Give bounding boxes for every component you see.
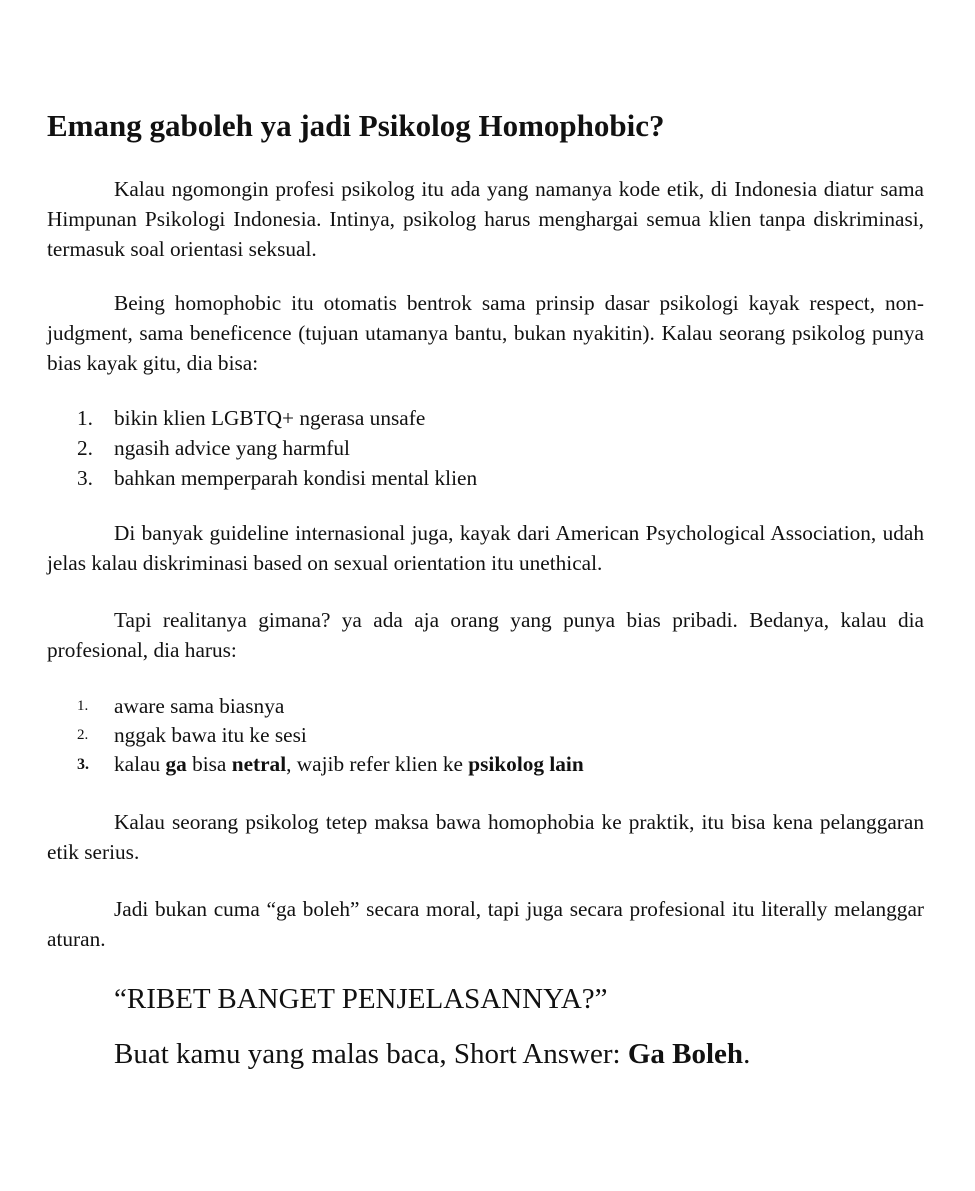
list-item-text: bahkan memperparah kondisi mental klien <box>114 466 478 490</box>
paragraph-kode-etik: Kalau ngomongin profesi psikolog itu ada yang namanya kode etik, di Indonesia diatur sama Himpunan Psikologi Indonesia. Intinya, psikolog harus menghargai semua klien tanpa diskriminasi, termasuk soal orientasi seksual. <box>47 177 924 261</box>
list-item <box>47 692 924 721</box>
list-item <box>47 721 924 750</box>
closing-answer <box>114 1036 750 1072</box>
bold-psikolog-lain: psikolog lain <box>468 752 584 776</box>
answer-bold: Ga Boleh <box>627 1038 744 1070</box>
list-item <box>47 463 924 493</box>
list-item-text <box>114 752 584 776</box>
paragraph-pelanggaran-etik: Kalau seorang psikolog tetep maksa bawa homophobia ke praktik, itu bisa kena pelanggaran etik serius. <box>47 810 924 864</box>
list-item-text: nggak bawa itu ke sesi <box>114 723 307 747</box>
list-item <box>47 403 924 433</box>
paragraph-apa-guideline: Di banyak guideline internasional juga, kayak dari American Psychological Association, udah jelas kalau diskriminasi based on sexual orientation itu unethical. <box>47 521 924 575</box>
paragraph-realita: Tapi realitanya gimana? ya ada aja orang yang punya bias pribadi. Bedanya, kalau dia profesional, dia harus: <box>47 608 924 662</box>
text-run: bisa <box>186 752 232 776</box>
bold-netral: netral <box>231 752 287 776</box>
text-run: kalau <box>114 752 166 776</box>
list-number: 2. <box>77 727 89 743</box>
page-title: Emang gaboleh ya jadi Psikolog Homophobic? <box>47 108 665 143</box>
closing-question: “RIBET BANGET PENJELASANNYA?” <box>114 983 608 1015</box>
list-number: 2. <box>77 436 93 460</box>
paragraph-homophobic-prinsip: Being homophobic itu otomatis bentrok sama prinsip dasar psikologi kayak respect, non-judgment, sama beneficence (tujuan utamanya bantu, bukan nyakitin). Kalau seorang psikolog punya bias kayak gitu, dia bisa: <box>47 291 924 375</box>
list-number: 1. <box>77 406 93 430</box>
list-item <box>47 750 924 779</box>
list-dampak-bias <box>47 403 924 493</box>
text-run: , wajib refer klien ke <box>286 752 469 776</box>
list-item-text: ngasih advice yang harmful <box>114 436 350 460</box>
list-number: 3. <box>77 756 89 773</box>
bold-ga: ga <box>165 752 187 776</box>
answer-prefix: Buat kamu yang malas baca, Short Answer: <box>114 1038 628 1070</box>
list-number: 3. <box>77 466 93 490</box>
list-item-text: aware sama biasnya <box>114 694 285 718</box>
list-number: 1. <box>77 698 89 714</box>
list-sikap-profesional <box>47 692 924 779</box>
paragraph-kesimpulan: Jadi bukan cuma “ga boleh” secara moral, tapi juga secara profesional itu literally melanggar aturan. <box>47 897 924 951</box>
answer-suffix: . <box>743 1038 751 1070</box>
list-item <box>47 433 924 463</box>
list-item-text: bikin klien LGBTQ+ ngerasa unsafe <box>114 406 426 430</box>
